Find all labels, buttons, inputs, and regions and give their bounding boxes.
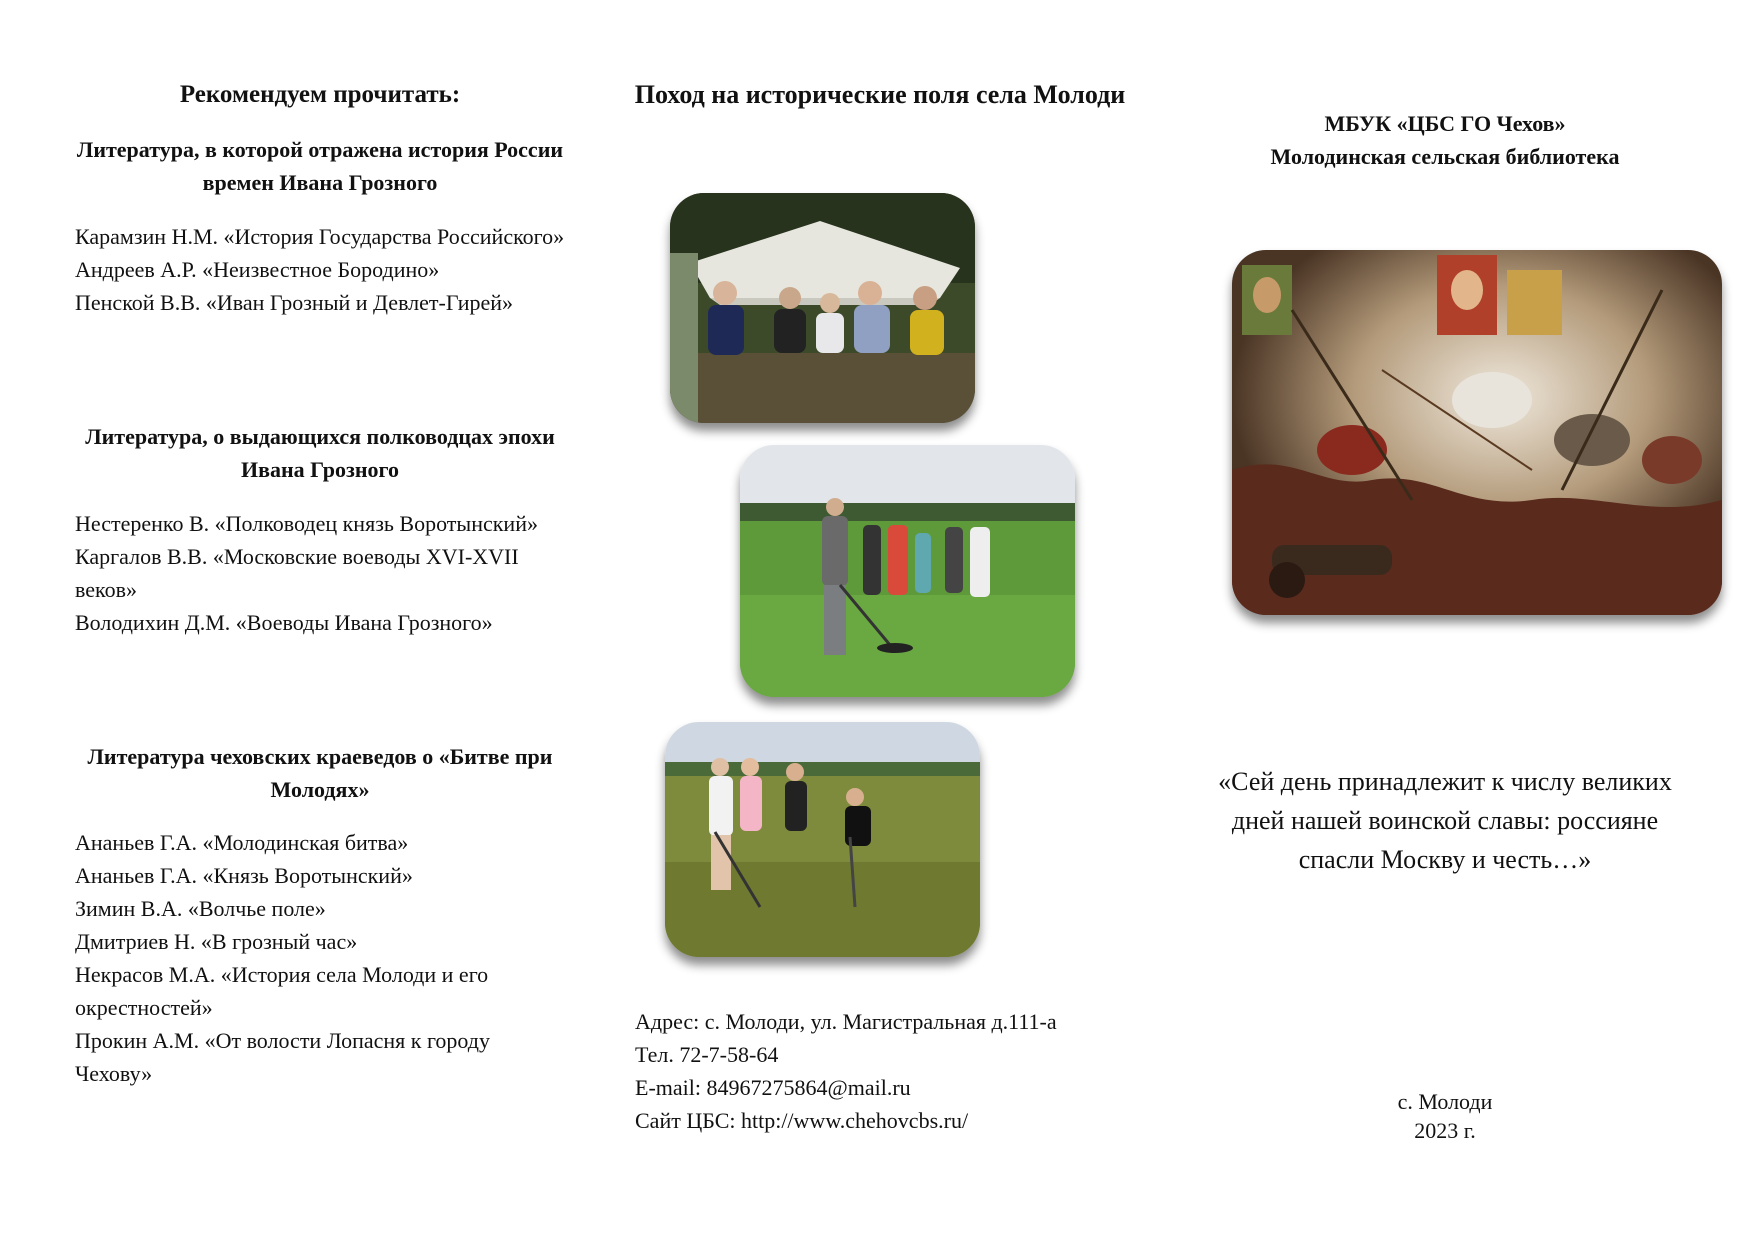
section-heading-local-historians: Литература чеховских краеведов о «Битве при Молодях» bbox=[87, 744, 553, 802]
book-item: Нестеренко В. «Полководец князь Воротынский» bbox=[75, 511, 538, 536]
org-line-2: Молодинская сельская библиотека bbox=[1270, 144, 1620, 169]
book-list-local-historians bbox=[75, 826, 565, 1090]
book-item: Дмитриев Н. «В грозный час» bbox=[75, 929, 358, 954]
organization-name bbox=[1200, 107, 1690, 173]
battle-painting bbox=[1232, 250, 1722, 615]
address-text: Адрес: с. Молоди, ул. Магистральная д.111-а bbox=[635, 1009, 1057, 1034]
photo-metal-detector-field bbox=[740, 445, 1075, 697]
book-item: Володихин Д.М. «Воеводы Ивана Грозного» bbox=[75, 610, 493, 635]
karamzin-quote: «Сей день принадлежит к числу великих дней нашей воинской славы: россияне спасли Москву и честь…» bbox=[1218, 767, 1672, 874]
recommend-title: Рекомендуем прочитать: bbox=[179, 81, 461, 108]
book-item: Зимин В.А. «Волчье поле» bbox=[75, 896, 326, 921]
book-item: Прокин А.М. «От волости Лопасня к городу Чехову» bbox=[75, 1028, 490, 1086]
book-item: Ананьев Г.А. «Молодинская битва» bbox=[75, 830, 409, 855]
book-item: Андреев А.Р. «Неизвестное Бородино» bbox=[75, 257, 440, 282]
book-item: Каргалов В.В. «Московские воеводы XVI-XVII веков» bbox=[75, 544, 519, 602]
section-heading-commanders: Литература, о выдающихся полководцах эпохи Ивана Грозного bbox=[85, 424, 555, 482]
library-contacts bbox=[635, 1005, 1155, 1137]
place-and-year bbox=[1200, 1087, 1690, 1145]
org-line-1: МБУК «ЦБС ГО Чехов» bbox=[1324, 111, 1566, 136]
book-list-history bbox=[75, 220, 565, 319]
book-list-commanders bbox=[75, 507, 565, 639]
photo-tent-gathering bbox=[670, 193, 975, 423]
place-text: с. Молоди bbox=[1397, 1089, 1493, 1114]
email-text: E-mail: 84967275864@mail.ru bbox=[635, 1075, 911, 1100]
book-item: Пенской В.В. «Иван Грозный и Девлет-Гирей» bbox=[75, 290, 514, 315]
year-text: 2023 г. bbox=[1414, 1118, 1476, 1143]
book-item: Карамзин Н.М. «История Государства Российского» bbox=[75, 224, 565, 249]
hike-title: Поход на исторические поля села Молоди bbox=[634, 80, 1126, 109]
photo-girls-digging bbox=[665, 722, 980, 957]
section-heading-history: Литература, в которой отражена история России времен Ивана Грозного bbox=[76, 137, 564, 195]
book-item: Некрасов М.А. «История села Молоди и его окрестностей» bbox=[75, 962, 489, 1020]
phone-text: Тел. 72-7-58-64 bbox=[635, 1042, 779, 1067]
book-item: Ананьев Г.А. «Князь Воротынский» bbox=[75, 863, 413, 888]
website-text: Сайт ЦБС: http://www.chehovcbs.ru/ bbox=[635, 1108, 969, 1133]
